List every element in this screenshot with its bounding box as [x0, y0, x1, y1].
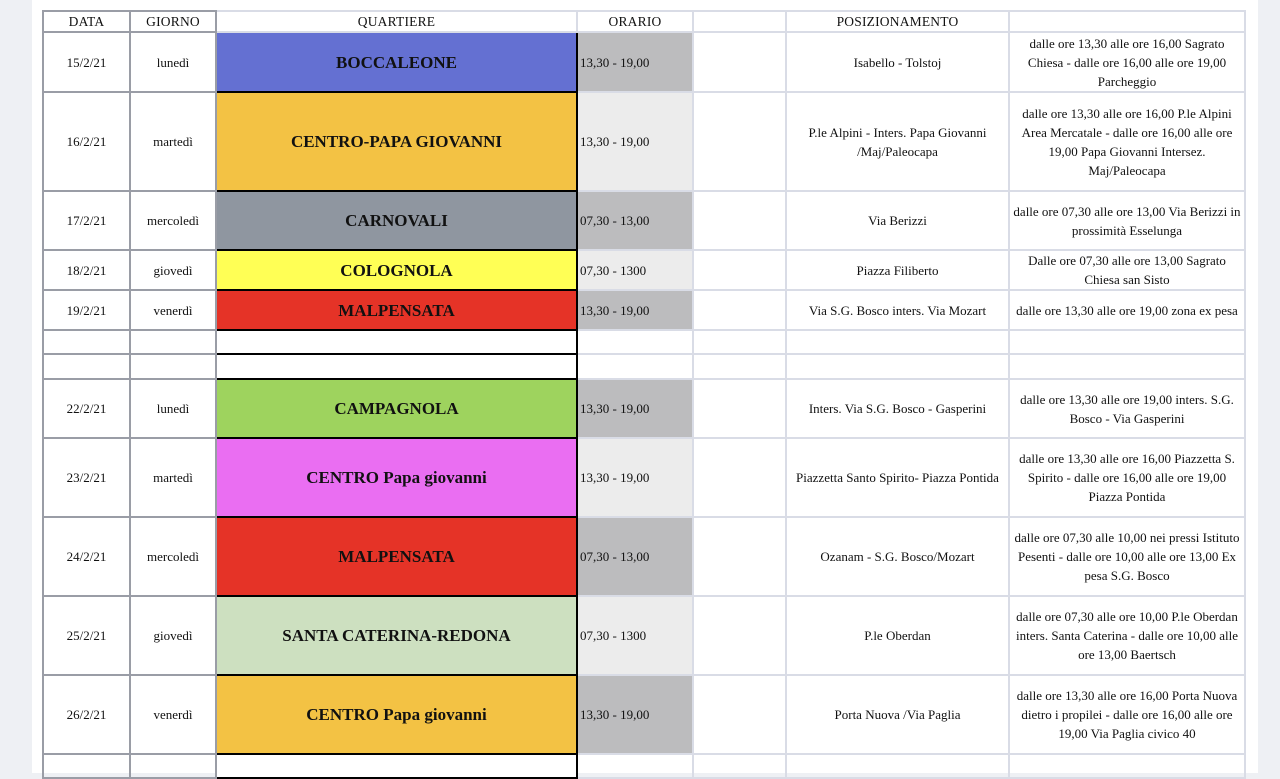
cell-data[interactable]: 24/2/21: [43, 517, 130, 596]
header-data[interactable]: DATA: [43, 11, 130, 32]
cell-giorno[interactable]: lunedì: [130, 379, 216, 438]
cell-orario[interactable]: 13,30 - 19,00: [577, 290, 693, 330]
cell-empty[interactable]: [693, 290, 786, 330]
cell-posizionamento[interactable]: [786, 754, 1009, 778]
cell-empty[interactable]: [693, 379, 786, 438]
header-quartiere[interactable]: QUARTIERE: [216, 11, 577, 32]
cell-orario[interactable]: 07,30 - 13,00: [577, 517, 693, 596]
cell-quartiere[interactable]: CAMPAGNOLA: [216, 379, 577, 438]
table-row: [43, 191, 1245, 250]
cell-giorno[interactable]: martedì: [130, 438, 216, 517]
cell-data[interactable]: 16/2/21: [43, 92, 130, 191]
table-row: [43, 675, 1245, 754]
cell-orario[interactable]: 13,30 - 19,00: [577, 675, 693, 754]
table-row: [43, 438, 1245, 517]
cell-posizionamento[interactable]: P.le Oberdan: [786, 596, 1009, 675]
cell-giorno[interactable]: mercoledì: [130, 517, 216, 596]
cell-orario[interactable]: 07,30 - 13,00: [577, 191, 693, 250]
cell-dettaglio[interactable]: dalle ore 07,30 alle ore 10,00 P.le Oberdan inters. Santa Caterina - dalle ore 10,00 alle ore 13,00 Baertsch: [1009, 596, 1245, 675]
cell-giorno[interactable]: [130, 754, 216, 778]
cell-data[interactable]: 18/2/21: [43, 250, 130, 290]
cell-dettaglio[interactable]: dalle ore 13,30 alle ore 16,00 P.le Alpini Area Mercatale - dalle ore 16,00 alle ore 19,00 Papa Giovanni Intersez. Maj/Paleocapa: [1009, 92, 1245, 191]
table-row: [43, 517, 1245, 596]
cell-posizionamento[interactable]: Porta Nuova /Via Paglia: [786, 675, 1009, 754]
cell-empty[interactable]: [693, 754, 786, 778]
table-row: [43, 250, 1245, 290]
cell-giorno[interactable]: giovedì: [130, 250, 216, 290]
cell-dettaglio[interactable]: dalle ore 13,30 alle ore 16,00 Piazzetta S. Spirito - dalle ore 16,00 alle ore 19,00 Piazza Pontida: [1009, 438, 1245, 517]
table-row: [43, 290, 1245, 330]
header-row: [43, 11, 1245, 32]
cell-orario[interactable]: [577, 330, 693, 354]
cell-orario[interactable]: 07,30 - 1300: [577, 596, 693, 675]
cell-dettaglio[interactable]: Dalle ore 07,30 alle ore 13,00 Sagrato Chiesa san Sisto: [1009, 250, 1245, 290]
cell-dettaglio[interactable]: dalle ore 13,30 alle ore 19,00 inters. S.G. Bosco - Via Gasperini: [1009, 379, 1245, 438]
cell-orario[interactable]: 07,30 - 1300: [577, 250, 693, 290]
cell-quartiere[interactable]: CARNOVALI: [216, 191, 577, 250]
cell-data[interactable]: 23/2/21: [43, 438, 130, 517]
table-row: [43, 32, 1245, 92]
cell-posizionamento[interactable]: Piazza Filiberto: [786, 250, 1009, 290]
cell-data[interactable]: 15/2/21: [43, 32, 130, 92]
cell-orario[interactable]: 13,30 - 19,00: [577, 92, 693, 191]
cell-orario[interactable]: 13,30 - 19,00: [577, 438, 693, 517]
cell-empty[interactable]: [693, 92, 786, 191]
cell-dettaglio[interactable]: dalle ore 07,30 alle ore 13,00 Via Berizzi in prossimità Esselunga: [1009, 191, 1245, 250]
cell-giorno[interactable]: [130, 354, 216, 379]
cell-data[interactable]: [43, 330, 130, 354]
cell-orario[interactable]: [577, 754, 693, 778]
cell-posizionamento[interactable]: Ozanam - S.G. Bosco/Mozart: [786, 517, 1009, 596]
cell-dettaglio[interactable]: dalle ore 07,30 alle 10,00 nei pressi Istituto Pesenti - dalle ore 10,00 alle ore 13,00 Ex pesa S.G. Bosco: [1009, 517, 1245, 596]
cell-giorno[interactable]: martedì: [130, 92, 216, 191]
header-giorno[interactable]: GIORNO: [130, 11, 216, 32]
cell-empty[interactable]: [693, 191, 786, 250]
cell-quartiere[interactable]: BOCCALEONE: [216, 32, 577, 92]
spreadsheet-sheet: [32, 0, 1258, 773]
cell-posizionamento[interactable]: Inters. Via S.G. Bosco - Gasperini: [786, 379, 1009, 438]
cell-posizionamento[interactable]: Via Berizzi: [786, 191, 1009, 250]
cell-quartiere[interactable]: [216, 330, 577, 354]
table-row: [43, 379, 1245, 438]
cell-quartiere[interactable]: SANTA CATERINA-REDONA: [216, 596, 577, 675]
cell-quartiere[interactable]: CENTRO-PAPA GIOVANNI: [216, 92, 577, 191]
cell-dettaglio[interactable]: dalle ore 13,30 alle ore 16,00 Sagrato Chiesa - dalle ore 16,00 alle ore 19,00 Parcheggio: [1009, 32, 1245, 92]
header-empty[interactable]: [693, 11, 786, 32]
header-posizionamento[interactable]: POSIZIONAMENTO: [786, 11, 1009, 32]
cell-empty[interactable]: [693, 438, 786, 517]
cell-orario[interactable]: 13,30 - 19,00: [577, 379, 693, 438]
cell-orario[interactable]: 13,30 - 19,00: [577, 32, 693, 92]
cell-data[interactable]: [43, 354, 130, 379]
cell-empty[interactable]: [693, 675, 786, 754]
header-dettaglio[interactable]: [1009, 11, 1245, 32]
cell-giorno[interactable]: mercoledì: [130, 191, 216, 250]
cell-dettaglio[interactable]: [1009, 330, 1245, 354]
cell-giorno[interactable]: venerdì: [130, 290, 216, 330]
cell-data[interactable]: 22/2/21: [43, 379, 130, 438]
empty-row: [43, 354, 1245, 379]
cell-dettaglio[interactable]: [1009, 354, 1245, 379]
cell-posizionamento[interactable]: P.le Alpini - Inters. Papa Giovanni /Maj/Paleocapa: [786, 92, 1009, 191]
cell-data[interactable]: 17/2/21: [43, 191, 130, 250]
cell-dettaglio[interactable]: dalle ore 13,30 alle ore 19,00 zona ex pesa: [1009, 290, 1245, 330]
cell-data[interactable]: 25/2/21: [43, 596, 130, 675]
cell-empty[interactable]: [693, 354, 786, 379]
cell-quartiere[interactable]: MALPENSATA: [216, 290, 577, 330]
cell-posizionamento[interactable]: [786, 354, 1009, 379]
cell-quartiere[interactable]: CENTRO Papa giovanni: [216, 438, 577, 517]
table-row: [43, 92, 1245, 191]
cell-empty[interactable]: [693, 250, 786, 290]
cell-posizionamento[interactable]: Via S.G. Bosco inters. Via Mozart: [786, 290, 1009, 330]
cell-quartiere[interactable]: CENTRO Papa giovanni: [216, 675, 577, 754]
header-orario[interactable]: ORARIO: [577, 11, 693, 32]
cell-empty[interactable]: [693, 517, 786, 596]
cell-empty[interactable]: [693, 596, 786, 675]
schedule-table: [42, 10, 1246, 779]
cell-quartiere[interactable]: COLOGNOLA: [216, 250, 577, 290]
cell-giorno[interactable]: [130, 330, 216, 354]
cell-data[interactable]: 19/2/21: [43, 290, 130, 330]
cell-quartiere[interactable]: MALPENSATA: [216, 517, 577, 596]
cell-empty[interactable]: [693, 32, 786, 92]
cell-posizionamento[interactable]: [786, 330, 1009, 354]
cell-empty[interactable]: [693, 330, 786, 354]
cell-dettaglio[interactable]: [1009, 754, 1245, 778]
empty-row: [43, 330, 1245, 354]
cell-giorno[interactable]: venerdì: [130, 675, 216, 754]
cell-quartiere[interactable]: [216, 354, 577, 379]
cell-orario[interactable]: [577, 354, 693, 379]
cell-dettaglio[interactable]: dalle ore 13,30 alle ore 16,00 Porta Nuova dietro i propilei - dalle ore 16,00 alle ore 19,00 Via Paglia civico 40: [1009, 675, 1245, 754]
cell-data[interactable]: [43, 754, 130, 778]
cell-posizionamento[interactable]: Piazzetta Santo Spirito- Piazza Pontida: [786, 438, 1009, 517]
cell-giorno[interactable]: giovedì: [130, 596, 216, 675]
cell-giorno[interactable]: lunedì: [130, 32, 216, 92]
cell-quartiere[interactable]: [216, 754, 577, 778]
table-row: [43, 596, 1245, 675]
empty-row: [43, 754, 1245, 778]
cell-data[interactable]: 26/2/21: [43, 675, 130, 754]
cell-posizionamento[interactable]: Isabello - Tolstoj: [786, 32, 1009, 92]
